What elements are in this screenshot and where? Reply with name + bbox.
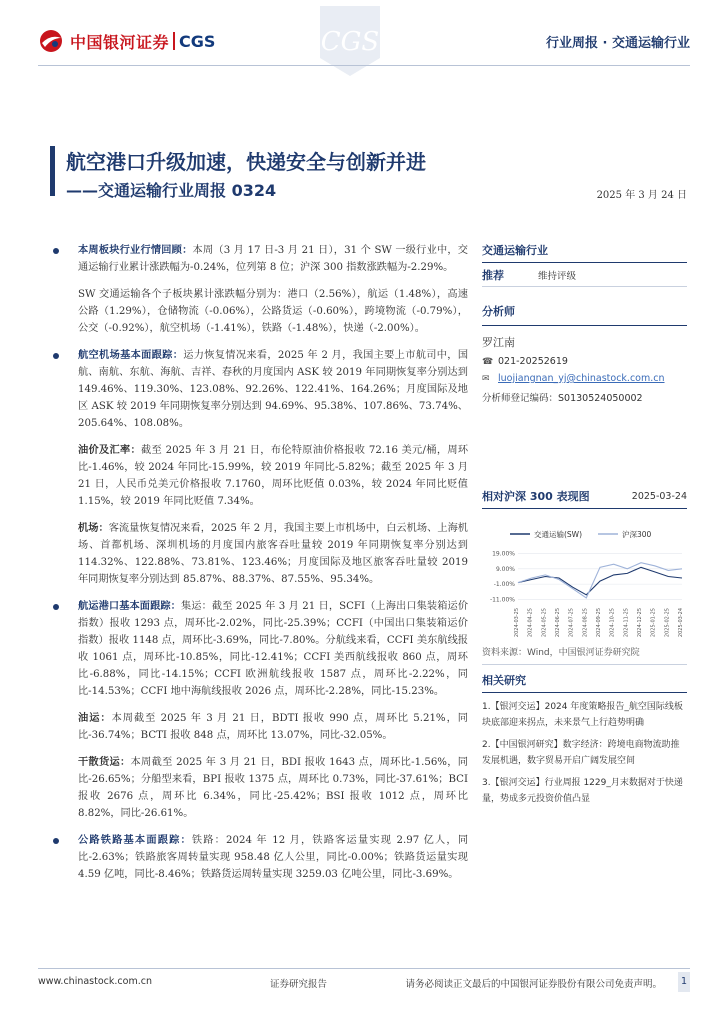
logo-chinese-text: 中国银河证券 bbox=[70, 32, 170, 52]
rating-value: 维持评级 bbox=[538, 270, 577, 282]
paragraph-text: 铁路：2024 年 12 月，铁路客运量实现 2.97 亿人，同比-2.63%；铁路旅客周转量实现 958.48 亿人公里，同比-0.00%；铁路货运量实现 4.59 亿吨，同比-8.46%；铁路货运周转量实现 3259.03 亿吨公里，同比-3.69%。 bbox=[78, 835, 469, 880]
x-tick-label: 2024-11-25 bbox=[623, 608, 630, 638]
aviation-paragraph bbox=[50, 347, 468, 432]
chart-source: 资料来源：Wind，中国银河证券研究院 bbox=[482, 648, 640, 658]
footer-url[interactable]: www.chinastock.com.cn bbox=[38, 976, 152, 987]
report-title: 航空港口升级加速，快递安全与创新并进 bbox=[66, 150, 426, 174]
x-tick-label: 2024-12-25 bbox=[637, 608, 643, 638]
railway-paragraph bbox=[50, 832, 468, 883]
performance-chart bbox=[482, 522, 687, 642]
related-item[interactable]: 2.【中国银河研究】数字经济：跨境电商物流助推发展机遇，数字贸易开启广阔发展空间 bbox=[482, 740, 680, 766]
logo-english-text: CGS bbox=[179, 31, 216, 51]
phone-number: 021-20252619 bbox=[498, 356, 568, 367]
industry-heading: 交通运输行业 bbox=[482, 242, 687, 263]
analyst-heading: 分析师 bbox=[482, 305, 515, 318]
legend-label: 沪深300 bbox=[622, 530, 652, 539]
related-heading: 相关研究 bbox=[482, 672, 687, 693]
weekly-review-paragraph bbox=[50, 242, 468, 276]
main-content bbox=[50, 242, 468, 893]
paragraph-text: SW 交通运输各个子板块累计涨跌幅分别为：港口（2.56%），航运（1.48%），高速公路（1.29%），仓储物流（-0.06%），公路货运（-0.60%），跨境物流（-0.79%），公交（-0.92%），航空机场（-1.41%），铁路（-1.48%），快递（-2.00%）。 bbox=[78, 289, 468, 334]
chart-date: 2025-03-24 bbox=[631, 490, 687, 502]
paragraph-lead: 航空机场基本面跟踪： bbox=[78, 350, 184, 361]
paragraph-text: 客流量恢复情况来看，2025 年 2 月，我国主要上市机场中，白云机场、上海机场、首都机场、深圳机场的月度国内旅客吞吐量较 2019 年同期恢复率分别达到 114.32%、122.88%、73.81%、123.46%；月度国际及地区旅客吞吐量较 2019 年同期恢复率分别达到 85.87%、88.37%、87.55%、95.34%。 bbox=[78, 523, 468, 585]
y-tick-label: -11.00% bbox=[489, 596, 515, 604]
y-tick-label: -1.00% bbox=[493, 581, 515, 589]
series-line bbox=[518, 563, 682, 598]
header-divider bbox=[38, 65, 690, 66]
bullet-icon bbox=[53, 353, 59, 359]
x-tick-label: 2024-04-25 bbox=[527, 608, 534, 638]
page-header bbox=[0, 0, 724, 82]
bullet-icon bbox=[53, 838, 59, 844]
sub-sector-paragraph bbox=[50, 286, 468, 337]
shipping-paragraph bbox=[50, 598, 468, 700]
tanker-paragraph bbox=[50, 710, 468, 744]
analyst-phone bbox=[482, 356, 687, 367]
bullet-icon bbox=[53, 248, 59, 254]
series-line bbox=[518, 567, 682, 595]
paragraph-lead: 干散货运： bbox=[78, 757, 131, 768]
x-tick-label: 2024-03-25 bbox=[514, 608, 520, 638]
paragraph-text: 运力恢复情况来看，2025 年 2 月，我国主要上市航司中，国航、南航、东航、海航、吉祥、春秋的月度国内 ASK 较 2019 年同期恢复率分别达到 149.46%、119.30%、123.08%、92.26%、122.41%、164.26%；月度国际及地区 ASK 较 2019 年同期恢复率分别达到 94.69%、95.38%、107.86%、73.74%、205.64%、108.08%。 bbox=[78, 350, 468, 429]
related-research bbox=[482, 672, 687, 807]
x-tick-label: 2024-08-25 bbox=[582, 608, 589, 638]
analyst-cert: 分析师登记编码：S0130524050002 bbox=[482, 393, 643, 404]
analyst-divider bbox=[482, 325, 687, 326]
rating-label: 推荐 bbox=[482, 268, 504, 282]
y-tick-label: 19.00% bbox=[492, 550, 515, 558]
x-tick-label: 2024-10-25 bbox=[609, 608, 616, 638]
paragraph-lead: 本周板块行业行情回顾： bbox=[78, 245, 193, 256]
chart-divider bbox=[482, 664, 687, 665]
bullet-icon bbox=[53, 604, 59, 610]
x-tick-label: 2025-02-25 bbox=[664, 608, 671, 638]
legend-label: 交通运输(SW) bbox=[534, 530, 583, 539]
phone-icon: ☎ bbox=[482, 356, 494, 367]
x-tick-label: 2024-07-25 bbox=[568, 608, 575, 638]
paragraph-text: 本周（3 月 17 日-3 月 21 日），31 个 SW 一级行业中，交通运输行业累计涨跌幅为-0.24%，位列第 8 位；沪深 300 指数涨跌幅为-2.29%。 bbox=[78, 245, 468, 273]
mail-icon: ✉ bbox=[482, 373, 490, 384]
x-tick-label: 2024-09-25 bbox=[596, 608, 602, 638]
chart-title: 相对沪深 300 表现图 bbox=[482, 490, 590, 503]
oil-fx-paragraph bbox=[50, 442, 468, 510]
x-tick-label: 2025-03-24 bbox=[678, 608, 684, 638]
logo-separator bbox=[173, 32, 175, 50]
related-item[interactable]: 1.【银河交运】2024 年度策略报告_航空国际线板块底部迎来拐点，未来景气上行趋势明确 bbox=[482, 702, 683, 728]
footer-disclaimer: 请务必阅读正文最后的中国银河证券股份有限公司免责声明。 bbox=[405, 979, 662, 990]
airport-paragraph bbox=[50, 520, 468, 588]
paragraph-text: 集运：截至 2025 年 3 月 21 日，SCFI（上海出口集装箱运价指数）报收 1293 点，周环比-2.02%，同比-25.39%；CCFI（中国出口集装箱运价指数）报收 1148 点，周环比-3.69%，同比-7.80%。分航线来看，CCFI 美东航线报收 1061 点，周环比-10.85%，同比-12.41%；CCFI 美西航线报收 860 点，周环比-6.88%，同比-14.15%；CCFI 欧洲航线报收 1587 点，周环比-2.22%，同比-14.53%；CCFI 地中海航线报收 2026 点，周环比-2.28%，同比-15.23%。 bbox=[78, 601, 469, 697]
y-tick-label: 9.00% bbox=[495, 565, 515, 573]
report-date: 2025 年 3 月 24 日 bbox=[596, 190, 687, 201]
paragraph-lead: 油价及汇率： bbox=[78, 445, 142, 456]
svg-text:CGS: CGS bbox=[320, 27, 380, 57]
paragraph-text: 截至 2025 年 3 月 21 日，布伦特原油价格报收 72.16 美元/桶，周环比-1.46%，较 2024 年同比-15.99%，较 2019 年同比-5.82%；截至 2025 年 3 月 21 日，人民币兑美元价格报收 7.1760，周环比贬值 0.03%，较 2024 年同比贬值 1.15%，较 2019 年同比贬值 7.34%。 bbox=[78, 445, 469, 507]
footer-report-type: 证券研究报告 bbox=[270, 979, 328, 990]
dry-bulk-paragraph bbox=[50, 754, 468, 822]
title-accent-bar bbox=[50, 146, 55, 196]
analyst-name: 罗江南 bbox=[482, 336, 515, 349]
rating-row bbox=[482, 263, 687, 287]
report-subtitle: ——交通运输行业周报 0324 bbox=[66, 181, 277, 200]
chart-header bbox=[482, 488, 687, 509]
x-tick-label: 2025-01-25 bbox=[650, 608, 657, 638]
analyst-email bbox=[482, 373, 687, 384]
email-link[interactable]: luojiangnan_yj@chinastock.com.cn bbox=[498, 373, 665, 384]
paragraph-lead: 航运港口基本面跟踪： bbox=[78, 601, 181, 612]
paragraph-lead: 公路铁路基本面跟踪： bbox=[78, 835, 192, 846]
paragraph-text: 本周截至 2025 年 3 月 21 日，BDI 报收 1643 点，周环比-1.56%，同比-26.65%；分船型来看，BPI 报收 1375 点，周环比 0.73%，同比-37.61%；BCI 报收 2676 点，周环比 6.34%，同比-25.42%；BSI 报收 1012 点，周环比 8.82%，同比-26.61%。 bbox=[78, 757, 468, 819]
paragraph-text: 本周截至 2025 年 3 月 21 日，BDTI 报收 990 点，周环比 5.21%，同比-36.74%；BCTI 报收 848 点，周环比 13.07%，同比-32.05%。 bbox=[78, 713, 468, 741]
x-tick-label: 2024-05-25 bbox=[541, 608, 548, 638]
report-category: 行业周报 · 交通运输行业 bbox=[546, 36, 690, 51]
company-logo bbox=[38, 28, 215, 54]
related-item[interactable]: 3.【银河交运】行业周报 1229_月末数据对于快递量，势成多元投资价值凸显 bbox=[482, 778, 683, 804]
galaxy-logo-icon bbox=[38, 28, 64, 54]
page-footer bbox=[38, 968, 690, 994]
x-tick-label: 2024-06-25 bbox=[555, 608, 561, 638]
sidebar bbox=[482, 242, 687, 404]
paragraph-lead: 油运： bbox=[78, 713, 112, 724]
paragraph-lead: 机场： bbox=[78, 523, 109, 534]
page-number: 1 bbox=[678, 972, 690, 992]
